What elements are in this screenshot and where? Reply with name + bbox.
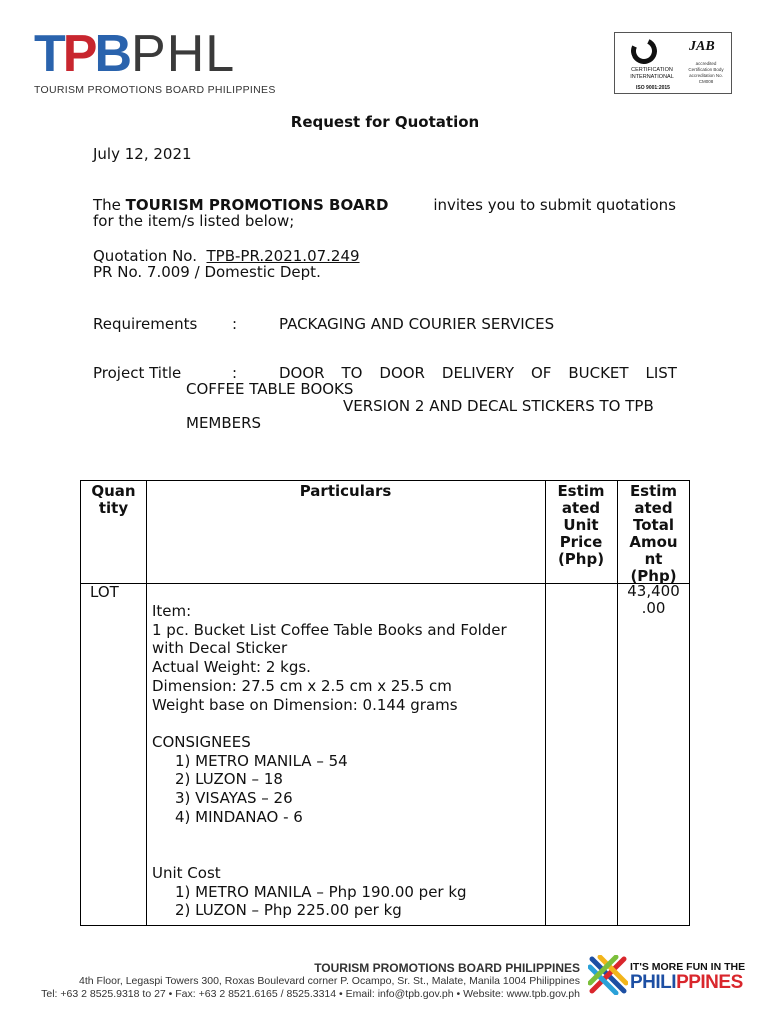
jab-logo: JAB (689, 39, 715, 54)
fun-philippines: PHILIPPINES (630, 972, 743, 993)
item-line: 1 pc. Bucket List Coffee Table Books and Folder (152, 620, 507, 639)
project-title-colon: : (232, 364, 238, 382)
iso-label: ISO 9001:2015 (636, 85, 670, 91)
consignee-item: 2) LUZON – 18 (175, 770, 283, 789)
item-line: with Decal Sticker (152, 639, 288, 658)
document-date: July 12, 2021 (93, 145, 192, 163)
header-particulars: Particulars (299, 482, 392, 500)
unit-cost-item: 1) METRO MANILA – Php 190.00 per kg (175, 882, 467, 901)
philippines-weave-icon (588, 955, 628, 995)
fun-tagline: IT'S MORE FUN IN THE (630, 961, 746, 973)
requirements-value: PACKAGING AND COURIER SERVICES (279, 315, 555, 333)
row-particulars (152, 602, 507, 920)
item-label: Item: (152, 602, 192, 620)
project-title-line-3: VERSION 2 AND DECAL STICKERS TO TPB (343, 397, 654, 415)
table-column-divider (146, 481, 147, 925)
intro-line-2: for the item/s listed below; (93, 212, 295, 230)
header-quantity: Quan tity (91, 482, 136, 517)
header-unit-price: Estim ated Unit Price (Php) (557, 482, 605, 568)
logo-phl-text: PHL (131, 25, 236, 83)
intro-line-1: The TOURISM PROMOTIONS BOARD invites you to submit quotations (93, 196, 676, 214)
certification-text: CERTIFICATION INTERNATIONAL (630, 67, 674, 80)
row-quantity: LOT (90, 583, 119, 601)
certification-ring-icon (627, 34, 660, 67)
table-header-divider (81, 583, 689, 584)
consignee-item: 3) VISAYAS – 26 (175, 789, 293, 808)
consignees-label: CONSIGNEES (152, 732, 251, 751)
project-title-label: Project Title (93, 364, 182, 382)
project-title-line-2: COFFEE TABLE BOOKS (186, 380, 354, 398)
header-total-amount: Estim ated Total Amou nt (Php) (629, 482, 678, 585)
project-title-line-1: DOOR TO DOOR DELIVERY OF BUCKET LIST (279, 364, 677, 382)
consignee-item: 1) METRO MANILA – 54 (175, 751, 348, 770)
logo-subtitle: TOURISM PROMOTIONS BOARD PHILIPPINES (34, 84, 276, 96)
document-title: Request for Quotation (290, 113, 480, 131)
quotation-number: TPB-PR.2021.07.249 (206, 247, 360, 265)
footer-address: 4th Floor, Legaspi Towers 300, Roxas Boulevard corner P. Ocampo, Sr. St., Malate, Manila 1004 Philippines Tel: +63 2 8525.9318 to 27 • Fax: +63 2 8521.6165 / 8525.3314 • Email: info@tpb.gov.ph • Website: www.tpb.gov.ph (41, 975, 580, 1000)
item-line: Actual Weight: 2 kgs. (152, 658, 311, 677)
intro-org-name: TOURISM PROMOTIONS BOARD (125, 196, 389, 214)
logo-tpb-text: TPB (34, 25, 130, 83)
consignee-item: 4) MINDANAO - 6 (175, 807, 303, 826)
project-title-line-4: MEMBERS (186, 414, 262, 432)
requirements-label: Requirements (93, 315, 198, 333)
item-line: Weight base on Dimension: 0.144 grams (152, 695, 458, 714)
unit-cost-label: Unit Cost (152, 863, 221, 882)
tpb-phl-logo (34, 25, 284, 98)
certification-badge (614, 32, 732, 94)
footer-org-name: TOURISM PROMOTIONS BOARD PHILIPPINES (314, 961, 580, 975)
quotation-number-line: Quotation No. TPB-PR.2021.07.249 (93, 247, 360, 265)
unit-cost-item: 2) LUZON – Php 225.00 per kg (175, 901, 402, 920)
pr-number-line: PR No. 7.009 / Domestic Dept. (93, 263, 321, 281)
its-more-fun-logo (588, 955, 746, 999)
quotation-table (80, 480, 690, 926)
row-total-amount: 43,400 .00 (627, 582, 680, 617)
jab-accreditation-text: accredited Certification Body accreditation No. CM008 (688, 61, 724, 84)
requirements-colon: : (232, 315, 238, 333)
item-line: Dimension: 27.5 cm x 2.5 cm x 25.5 cm (152, 676, 452, 695)
